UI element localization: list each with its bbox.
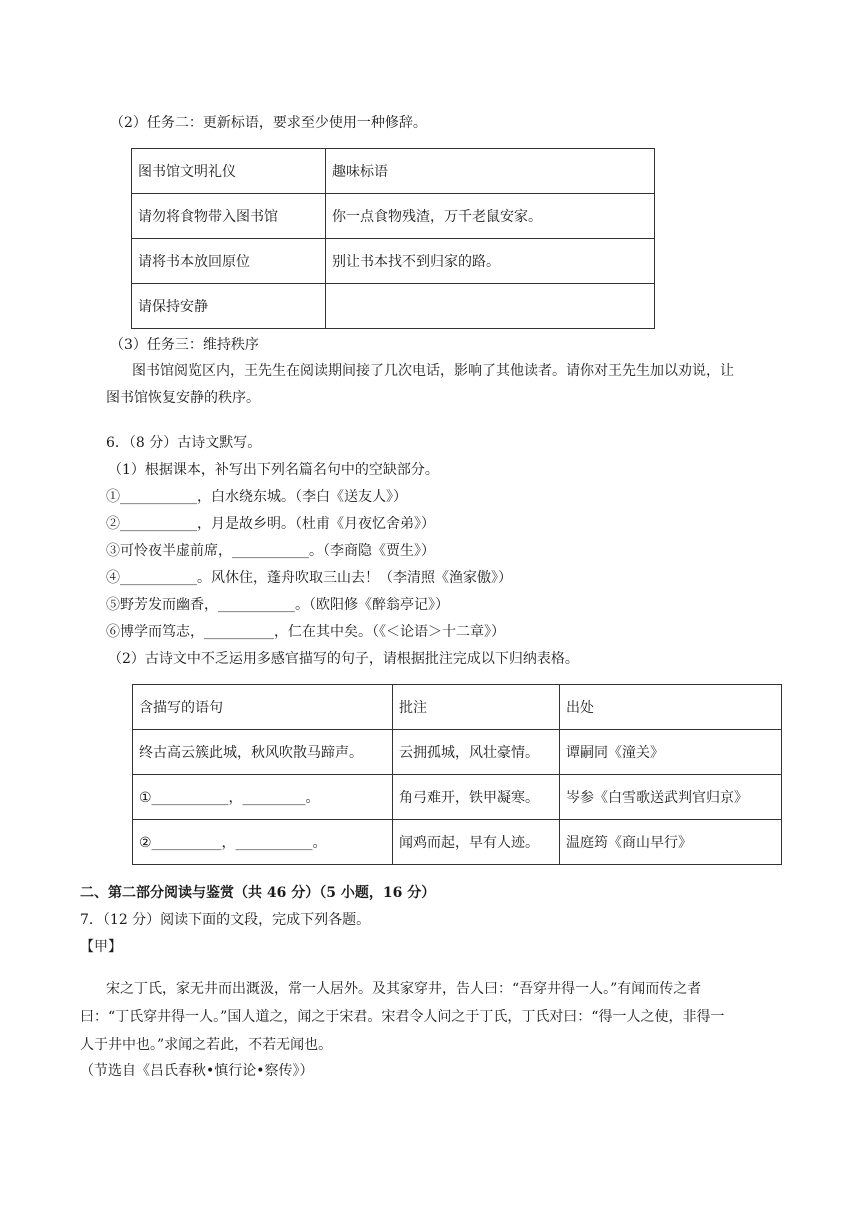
senses-table <box>132 684 782 865</box>
recitation-item: ③可怜夜半虚前席，___________。（李商隐《贾生》） <box>106 543 435 559</box>
answer-blank-cell[interactable] <box>326 284 655 329</box>
table-cell: 含描写的语句 <box>133 685 393 730</box>
answer-blank-cell[interactable]: ①___________，_________。 <box>133 775 393 820</box>
recitation-item: ④___________。风休住，蓬舟吹取三山去！（李清照《渔家傲》） <box>106 570 512 586</box>
table-row <box>133 775 782 820</box>
table-cell: 图书馆文明礼仪 <box>132 149 326 194</box>
table-cell: 趣味标语 <box>326 149 655 194</box>
passage-line: 宋之丁氏，家无井而出溉汲，常一人居外。及其家穿井，告人曰：“吾穿井得一人。”有闻而传之者 <box>106 981 702 997</box>
recitation-item: ②___________，月是故乡明。（杜甫《月夜忆舍弟》） <box>106 516 435 532</box>
table-cell: 出处 <box>560 685 782 730</box>
section-heading: 二、第二部分阅读与鉴赏（共 46 分）（5 小题，16 分） <box>80 885 436 901</box>
table-row <box>132 239 655 284</box>
table-cell: 云拥孤城，风壮豪情。 <box>393 730 560 775</box>
q6-sub2: （2）古诗文中不乏运用多感官描写的句子，请根据批注完成以下归纳表格。 <box>108 651 579 667</box>
q6-title: 6．（8 分）古诗文默写。 <box>106 435 262 451</box>
task3-body-line: 图书馆恢复安静的秩序。 <box>106 390 260 406</box>
table-row <box>132 284 655 329</box>
slogan-table <box>131 148 655 329</box>
passage-source: （节选自《吕氏春秋•慎行论•察传》） <box>80 1063 314 1079</box>
task2-heading: （2）任务二：更新标语，要求至少使用一种修辞。 <box>110 115 427 131</box>
table-row <box>133 820 782 865</box>
q7-title: 7．（12 分）阅读下面的文段，完成下列各题。 <box>80 912 371 928</box>
table-header-row <box>133 685 782 730</box>
task3-heading: （3）任务三：维持秩序 <box>110 337 259 353</box>
table-cell: 别让书本找不到归家的路。 <box>326 239 655 284</box>
table-cell: 终古高云簇此城，秋风吹散马蹄声。 <box>133 730 393 775</box>
table-cell: 闻鸡而起，早有人迹。 <box>393 820 560 865</box>
recitation-item: ⑥博学而笃志，__________，仁在其中矣。（《＜论语＞十二章》） <box>106 624 505 640</box>
table-cell: 你一点食物残渣，万千老鼠安家。 <box>326 194 655 239</box>
table-header-row <box>132 149 655 194</box>
table-cell: 请将书本放回原位 <box>132 239 326 284</box>
passage-line: 人于井中也。”求闻之若此，不若无闻也。 <box>80 1037 333 1053</box>
table-cell: 岑参《白雪歌送武判官归京》 <box>560 775 782 820</box>
passage-label: 【甲】 <box>80 939 122 955</box>
table-cell: 批注 <box>393 685 560 730</box>
table-cell: 谭嗣同《潼关》 <box>560 730 782 775</box>
q6-sub1: （1）根据课本，补写出下列名篇名句中的空缺部分。 <box>108 462 439 478</box>
recitation-item: ⑤野芳发而幽香，___________。（欧阳修《醉翁亭记》） <box>106 597 449 613</box>
recitation-item: ①___________，白水绕东城。（李白《送友人》） <box>106 489 407 505</box>
table-cell: 温庭筠《商山早行》 <box>560 820 782 865</box>
answer-blank-cell[interactable]: ②__________，___________。 <box>133 820 393 865</box>
table-cell: 请勿将食物带入图书馆 <box>132 194 326 239</box>
task3-body-line: 图书馆阅览区内，王先生在阅读期间接了几次电话，影响了其他读者。请你对王先生加以劝说，让 <box>132 363 734 379</box>
table-row <box>132 194 655 239</box>
table-cell: 角弓难开，铁甲凝寒。 <box>393 775 560 820</box>
passage-line: 曰：“丁氏穿井得一人。”国人道之，闻之于宋君。宋君令人问之于丁氏，丁氏对曰：“得一人之使，非得一 <box>80 1009 725 1025</box>
table-row <box>133 730 782 775</box>
table-cell: 请保持安静 <box>132 284 326 329</box>
